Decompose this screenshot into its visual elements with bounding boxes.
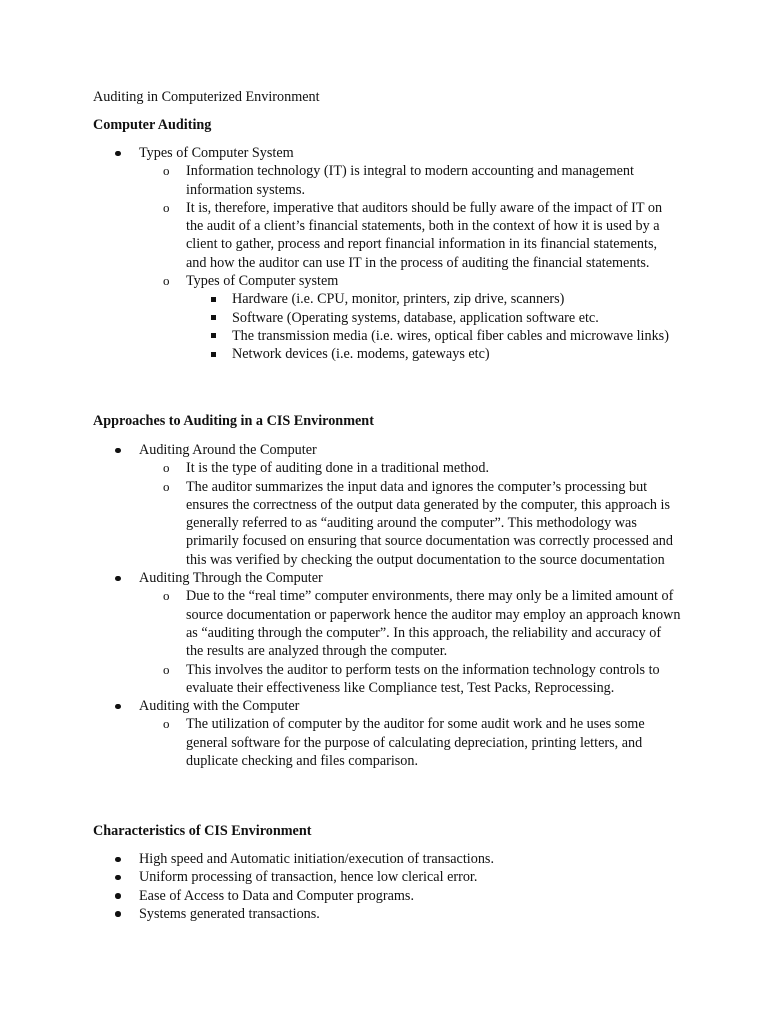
list-item-text: It is the type of auditing done in a traditional method.	[186, 460, 489, 477]
section-heading-computer-auditing: Computer Auditing	[93, 117, 212, 133]
circle-bullet-icon: o	[163, 460, 170, 476]
bullet-icon	[115, 911, 121, 917]
circle-bullet-icon: o	[163, 199, 170, 215]
list-item	[0, 478, 699, 569]
list-item	[0, 162, 699, 199]
circle-bullet-icon: o	[163, 163, 170, 179]
square-bullet-icon	[211, 333, 216, 338]
list-item-text: Auditing Through the Computer	[139, 570, 323, 587]
list-item-text: Ease of Access to Data and Computer programs.	[139, 887, 414, 904]
bullet-icon	[115, 893, 121, 899]
list-item-text: High speed and Automatic initiation/execution of transactions.	[139, 851, 494, 867]
list-item	[0, 345, 699, 363]
list-item-text: Hardware (i.e. CPU, monitor, printers, zip drive, scanners)	[232, 291, 565, 308]
circle-bullet-icon: o	[163, 588, 170, 604]
list-item	[0, 290, 699, 308]
list-item	[0, 309, 699, 327]
document-title: Auditing in Computerized Environment	[93, 89, 320, 105]
list-item	[0, 661, 699, 698]
list-item-text: Uniform processing of transaction, hence low clerical error.	[139, 869, 478, 886]
list-item	[0, 569, 699, 587]
circle-bullet-icon: o	[163, 273, 170, 289]
list-item	[0, 199, 699, 272]
bullet-icon	[115, 576, 121, 582]
circle-bullet-icon: o	[163, 478, 170, 494]
list-item-text: This involves the auditor to perform tests on the information technology controls to evaluate their effectiveness like Compliance test, Test Packs, Reprocessing.	[186, 661, 660, 696]
list-item	[0, 868, 699, 886]
list-item	[0, 905, 699, 923]
list-item	[0, 697, 699, 715]
approaches-list	[0, 441, 699, 770]
square-bullet-icon	[211, 315, 216, 320]
list-item-text: Software (Operating systems, database, application software etc.	[232, 309, 599, 326]
list-item-text: Types of Computer system	[186, 273, 339, 290]
list-item	[0, 272, 699, 290]
list-item-text: Information technology (IT) is integral to modern accounting and management information systems.	[186, 163, 634, 198]
list-item	[0, 459, 699, 477]
list-item-text: Auditing Around the Computer	[139, 442, 317, 458]
bullet-icon	[115, 857, 121, 863]
list-item-text: Types of Computer System	[139, 145, 294, 161]
list-item	[0, 441, 699, 459]
bullet-icon	[115, 875, 121, 881]
list-item-text: Auditing with the Computer	[139, 698, 300, 715]
list-item-text: The utilization of computer by the auditor for some audit work and he uses some general software for the purpose of calculating depreciation, printing letters, and duplicate checking and files comparison.	[186, 716, 645, 770]
circle-bullet-icon: o	[163, 661, 170, 677]
list-item-text: It is, therefore, imperative that auditors should be fully aware of the impact of IT on the audit of a client’s financial statements, both in the context of how it is used by a client to gather, process and report financial information in its financial statements, and how the auditor can use IT in the process of auditing the financial statements.	[186, 199, 663, 271]
list-item-text: Due to the “real time” computer environments, there may only be a limited amount of source documentation or paperwork hence the auditor may employ an approach known as “auditing through the computer”. In this approach, the reliability and accuracy of the results are analyzed through the computer.	[186, 588, 681, 660]
list-item-text: The transmission media (i.e. wires, optical fiber cables and microwave links)	[232, 327, 669, 344]
list-item	[0, 144, 699, 162]
list-item-text: The auditor summarizes the input data and ignores the computer’s processing but ensures the correctness of the output data generated by the computer, this approach is generally referred to as “auditing around the computer”. This methodology was primarily focused on ensuring that source documentation was correctly processed and this was verified by checking the output documentation to the source documentation	[186, 478, 673, 568]
square-bullet-icon	[211, 297, 216, 302]
section-heading-characteristics: Characteristics of CIS Environment	[93, 823, 312, 839]
list-item	[0, 327, 699, 345]
bullet-icon	[115, 151, 121, 157]
list-item	[0, 850, 699, 868]
bullet-icon	[115, 704, 121, 710]
list-item	[0, 587, 699, 660]
section-heading-approaches: Approaches to Auditing in a CIS Environment	[93, 413, 374, 429]
circle-bullet-icon: o	[163, 716, 170, 732]
list-item-text: Systems generated transactions.	[139, 905, 320, 922]
computer-auditing-list	[0, 144, 699, 364]
bullet-icon	[115, 448, 121, 454]
list-item-text: Network devices (i.e. modems, gateways etc)	[232, 346, 490, 363]
list-item	[0, 887, 699, 905]
square-bullet-icon	[211, 352, 216, 357]
characteristics-list	[0, 850, 699, 923]
list-item	[0, 715, 699, 770]
